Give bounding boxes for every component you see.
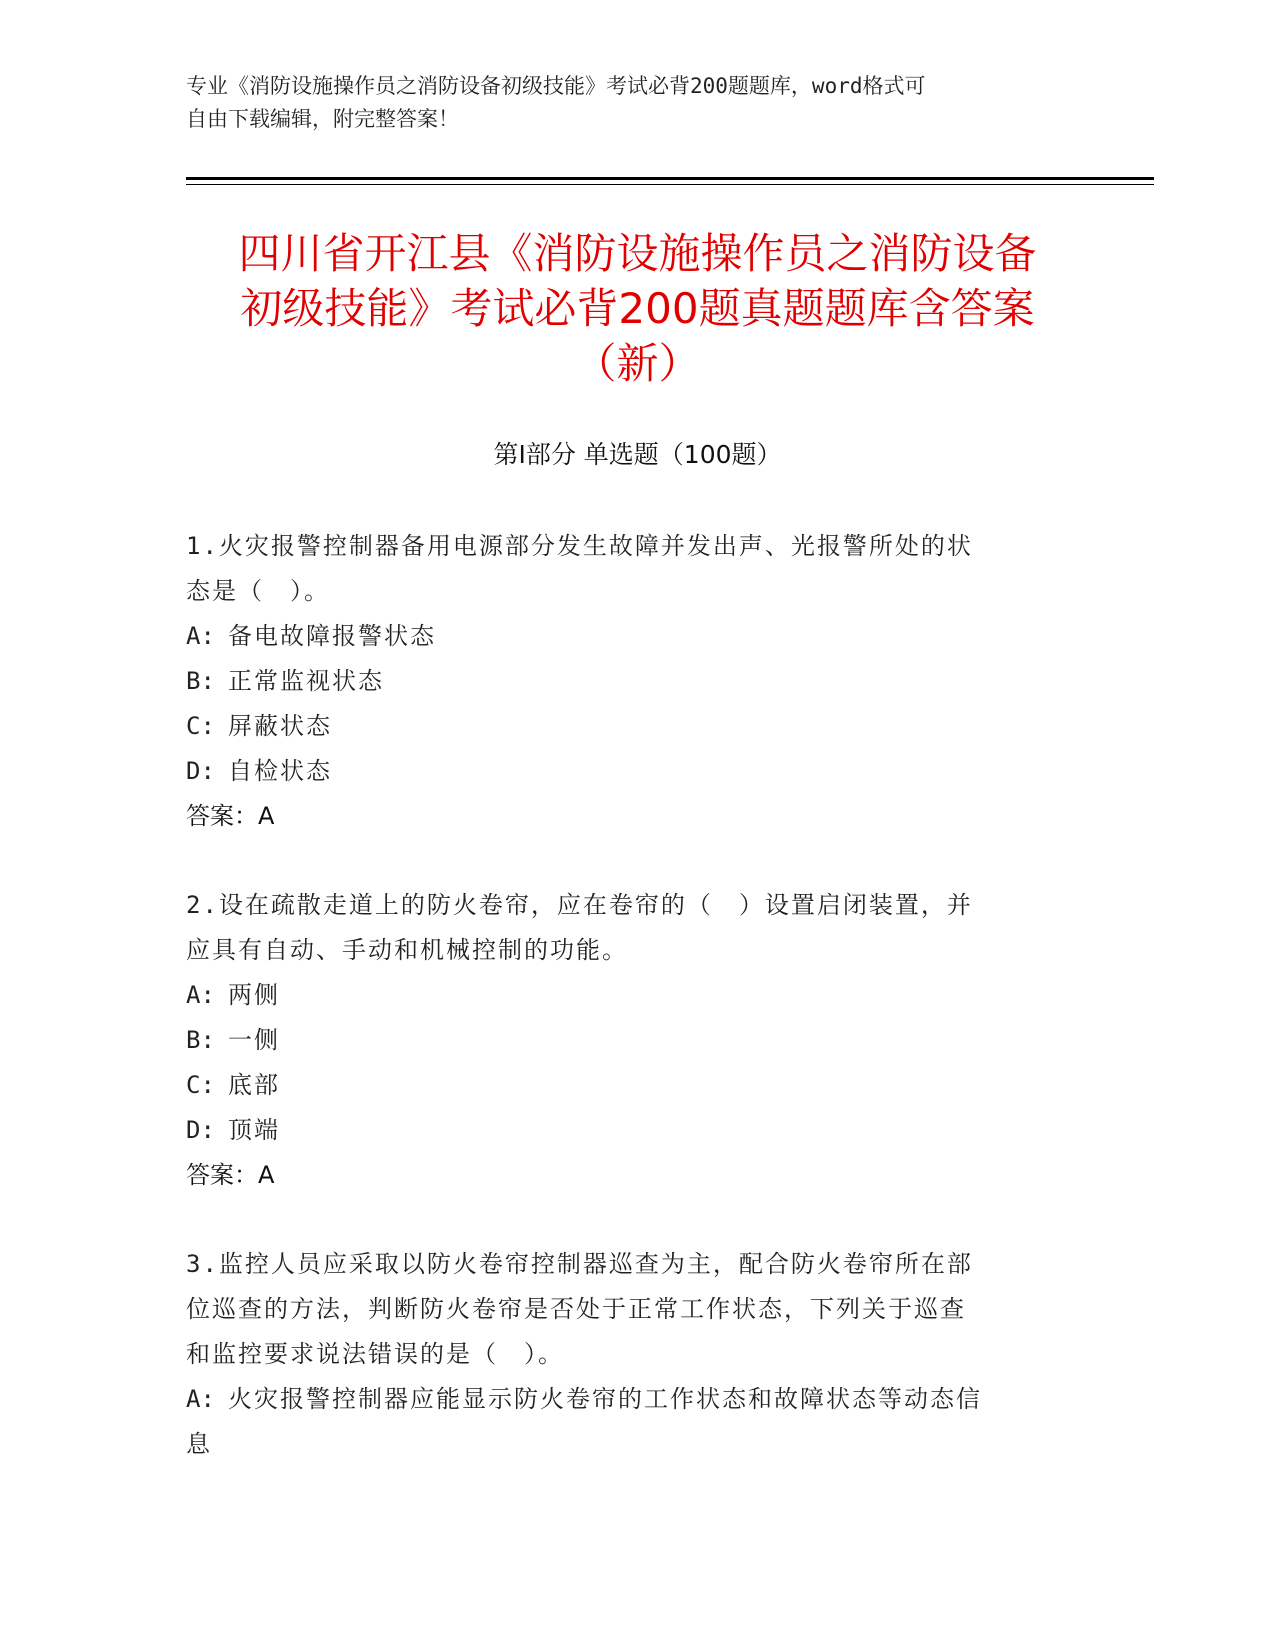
option-a-continued: [186, 1422, 1066, 1467]
option-d: [186, 749, 1066, 794]
question-stem-line: 位巡查的方法，判断防火卷帘是否处于正常工作状态，下列关于巡查: [186, 1295, 966, 1323]
option-a: [186, 1377, 1066, 1422]
title-line-1: 四川省开江县《消防设施操作员之消防设备: [238, 229, 1037, 278]
question-stem: [186, 524, 1066, 614]
option-letter: A:: [186, 981, 215, 1009]
option-letter: B:: [186, 667, 215, 695]
title-line-3: （新）: [574, 339, 701, 388]
option-text: 一侧: [228, 1026, 280, 1054]
question-stem-line: 应具有自动、手动和机械控制的功能。: [186, 936, 628, 964]
option-letter: C:: [186, 1071, 215, 1099]
answer-line: 答案：A: [186, 802, 275, 830]
question-stem-line: 1.火灾报警控制器备用电源部分发生故障并发出声、光报警所处的状: [186, 532, 973, 560]
header-note-line-2: 自由下载编辑，附完整答案！: [186, 107, 459, 131]
option-text: 自检状态: [228, 757, 332, 785]
option-letter: D:: [186, 1116, 215, 1144]
option-text: 正常监视状态: [228, 667, 384, 695]
header-divider-thin: [186, 184, 1154, 185]
option-a: [186, 614, 1066, 659]
header-note-line-1: 专业《消防设施操作员之消防设备初级技能》考试必背200题题库，word格式可: [186, 74, 926, 98]
option-letter: C:: [186, 712, 215, 740]
question-item: [186, 524, 1066, 839]
question-stem-line: 3.监控人员应采取以防火卷帘控制器巡查为主，配合防火卷帘所在部: [186, 1250, 973, 1278]
option-c: [186, 704, 1066, 749]
option-text: 顶端: [228, 1116, 280, 1144]
option-a: [186, 973, 1066, 1018]
option-letter: A:: [186, 1385, 215, 1413]
option-text: 底部: [228, 1071, 280, 1099]
section-heading: 第I部分 单选题（100题）: [493, 440, 782, 469]
title-line-2: 初级技能》考试必背200题真题题库含答案: [240, 284, 1035, 333]
question-item: [186, 1242, 1066, 1467]
question-stem-line: 2.设在疏散走道上的防火卷帘，应在卷帘的（ ）设置启闭装置，并: [186, 891, 973, 919]
question-stem: [186, 883, 1066, 973]
option-text: 两侧: [228, 981, 280, 1009]
option-text: 火灾报警控制器应能显示防火卷帘的工作状态和故障状态等动态信: [228, 1385, 982, 1413]
question-stem: [186, 1242, 1066, 1377]
option-letter: A:: [186, 622, 215, 650]
option-b: [186, 659, 1066, 704]
option-text: 屏蔽状态: [228, 712, 332, 740]
option-b: [186, 1018, 1066, 1063]
option-d: [186, 1108, 1066, 1153]
answer-line: 答案：A: [186, 1161, 275, 1189]
option-letter: B:: [186, 1026, 215, 1054]
question-item: [186, 883, 1066, 1198]
document-title: [186, 226, 1089, 391]
header-note: [186, 70, 1066, 136]
header-divider-thick: [186, 177, 1154, 180]
option-letter: D:: [186, 757, 215, 785]
question-stem-line: 和监控要求说法错误的是（ ）。: [186, 1340, 564, 1368]
option-text: 备电故障报警状态: [228, 622, 436, 650]
question-stem-line: 态是（ ）。: [186, 577, 330, 605]
option-text-continued: 息: [186, 1430, 212, 1458]
option-c: [186, 1063, 1066, 1108]
